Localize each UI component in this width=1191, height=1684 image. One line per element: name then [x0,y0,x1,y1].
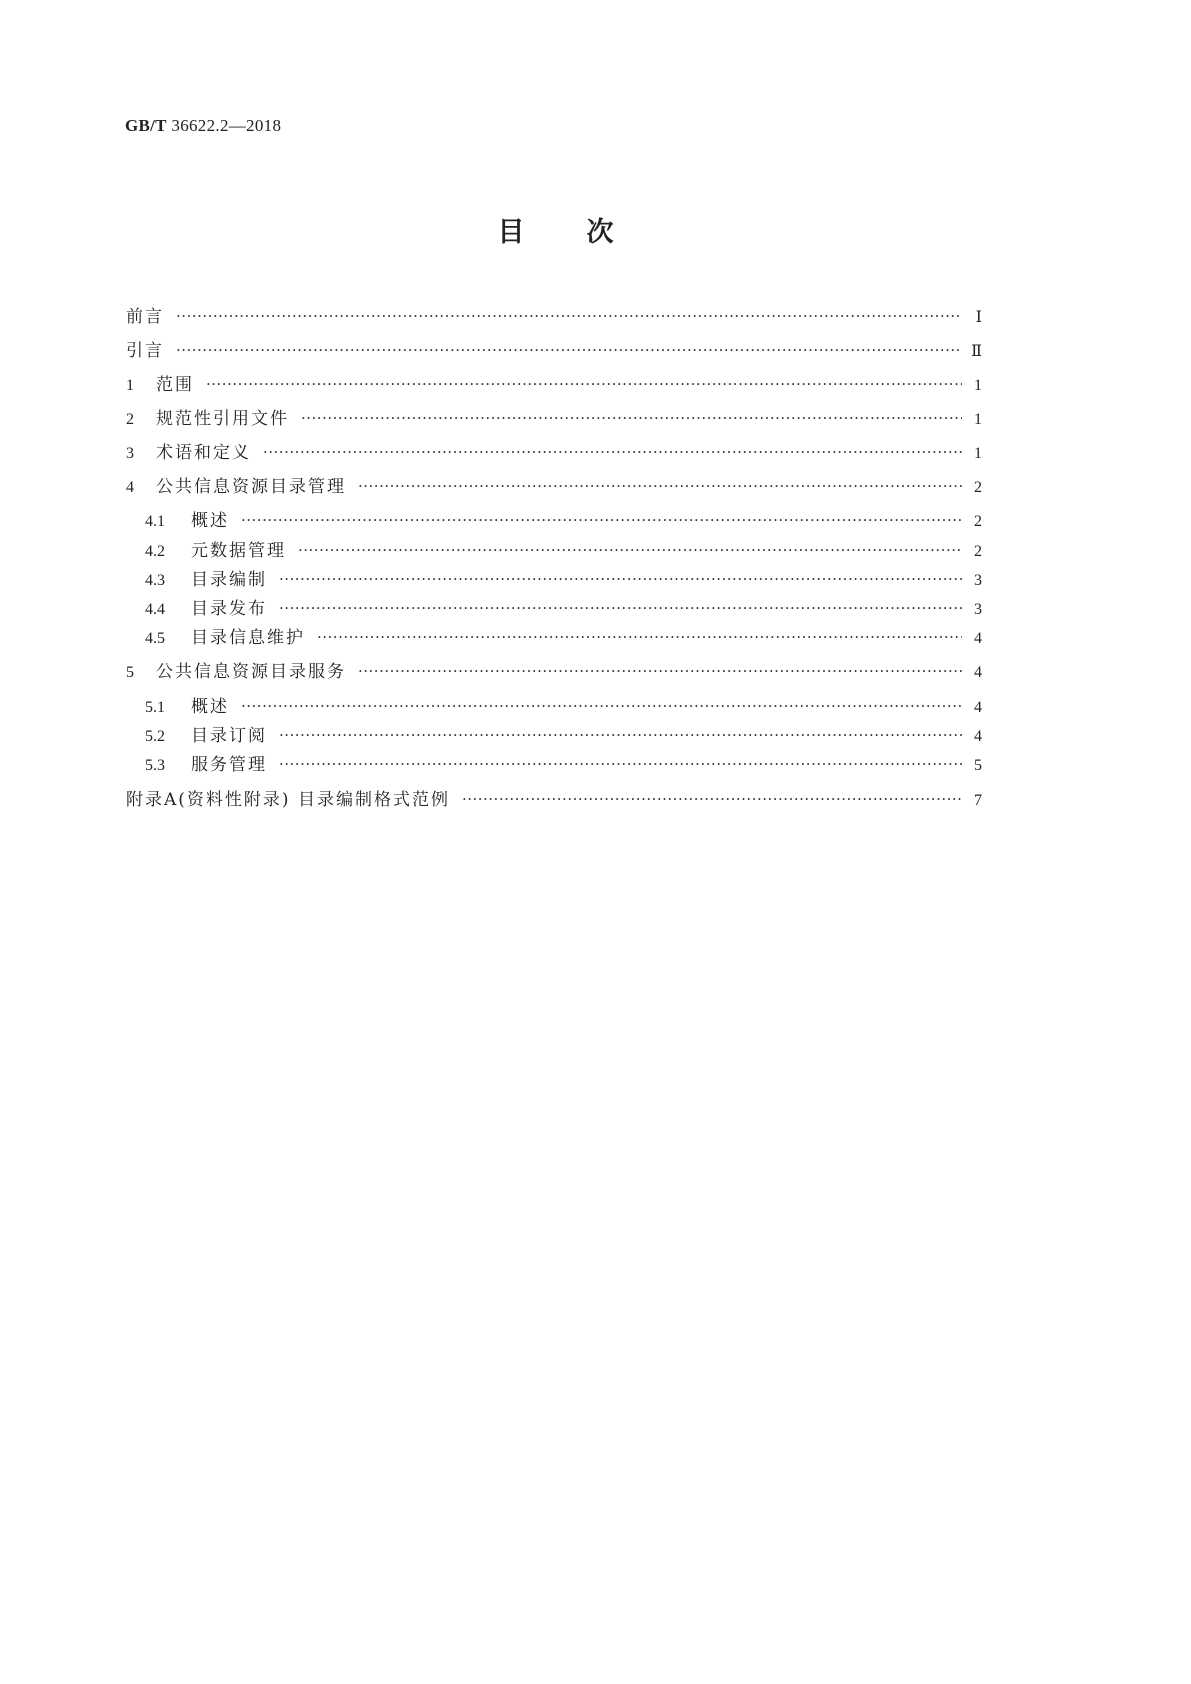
toc-entry-label: 概述 [191,511,229,531]
toc-entry-number: 5.1 [145,699,165,716]
standard-number [125,116,281,136]
toc-entry[interactable] [126,340,982,363]
dot-leader [241,509,962,531]
standard-code: 36622.2—2018 [171,116,282,135]
toc-entry-page-number: Ⅰ [975,309,982,326]
toc-entry-label: 服务管理 [191,755,267,775]
dot-leader [462,788,962,810]
dot-leader [263,441,962,463]
toc-entry[interactable] [145,598,982,621]
dot-leader [176,305,962,327]
dot-leader [358,475,962,497]
toc-entry-page-number: 2 [974,479,982,496]
toc-entry-page-number: 1 [974,411,982,428]
dot-leader [358,660,962,682]
toc-entry-number: 5.3 [145,757,165,774]
toc-entry-page-number: 5 [974,757,982,774]
toc-entry[interactable] [145,754,982,777]
dot-leader [298,539,962,561]
dot-leader [279,568,962,590]
toc-entry[interactable] [126,789,982,812]
standard-prefix: GB/T [125,116,167,135]
toc-entry[interactable] [145,696,982,719]
toc-entry-label: 规范性引用文件 [156,409,289,429]
toc-entry-page-number: 4 [974,630,982,647]
toc-entry-label: 术语和定义 [156,443,251,463]
toc-entry-label: 目录订阅 [191,726,267,746]
toc-entry-page-number: 7 [974,792,982,809]
toc-entry[interactable] [126,374,982,397]
toc-entry-number: 1 [126,377,134,394]
toc-entry[interactable] [145,569,982,592]
toc-entry-label: 附录A(资料性附录) 目录编制格式范例 [126,790,450,810]
dot-leader [279,753,962,775]
toc-entry-page-number: Ⅱ [971,343,982,360]
page-title: 目次 [497,217,676,248]
toc-entry-label: 目录发布 [191,599,267,619]
dot-leader [317,626,962,648]
dot-leader [241,695,962,717]
toc-entry[interactable] [126,306,982,329]
toc-entry-page-number: 3 [974,572,982,589]
toc-entry[interactable] [145,725,982,748]
toc-entry-label: 概述 [191,697,229,717]
dot-leader [176,339,962,361]
toc-entry-number: 2 [126,411,134,428]
toc-entry[interactable] [126,408,982,431]
toc-entry[interactable] [145,540,982,563]
toc-entry-page-number: 1 [974,445,982,462]
toc-entry-label: 前言 [126,307,164,327]
toc-entry-page-number: 2 [974,513,982,530]
toc-entry-page-number: 4 [974,728,982,745]
toc-entry-page-number: 2 [974,543,982,560]
dot-leader [279,724,962,746]
toc-entry-number: 5 [126,664,134,681]
toc-entry-number: 5.2 [145,728,165,745]
toc-entry-number: 4.3 [145,572,165,589]
dot-leader [279,597,962,619]
toc-entry-page-number: 4 [974,664,982,681]
toc-entry-page-number: 3 [974,601,982,618]
toc-entry-label: 范围 [156,375,194,395]
toc-entry[interactable] [145,510,982,533]
toc-entry[interactable] [126,476,982,499]
dot-leader [301,407,962,429]
toc-entry[interactable] [126,442,982,465]
toc-entry-label: 公共信息资源目录服务 [156,662,346,682]
toc-entry-label: 目录信息维护 [191,628,305,648]
toc-entry-label: 公共信息资源目录管理 [156,477,346,497]
toc-entry-label: 目录编制 [191,570,267,590]
toc-entry-label: 元数据管理 [191,541,286,561]
toc-entry-number: 4.2 [145,543,165,560]
toc-entry-number: 3 [126,445,134,462]
toc-entry-number: 4.1 [145,513,165,530]
toc-entry-page-number: 1 [974,377,982,394]
toc-entry-number: 4.5 [145,630,165,647]
toc-entry-label: 引言 [126,341,164,361]
dot-leader [206,373,962,395]
toc-entry-number: 4.4 [145,601,165,618]
toc-entry-number: 4 [126,479,134,496]
toc-entry-page-number: 4 [974,699,982,716]
toc-entry[interactable] [145,627,982,650]
toc-entry[interactable] [126,661,982,684]
